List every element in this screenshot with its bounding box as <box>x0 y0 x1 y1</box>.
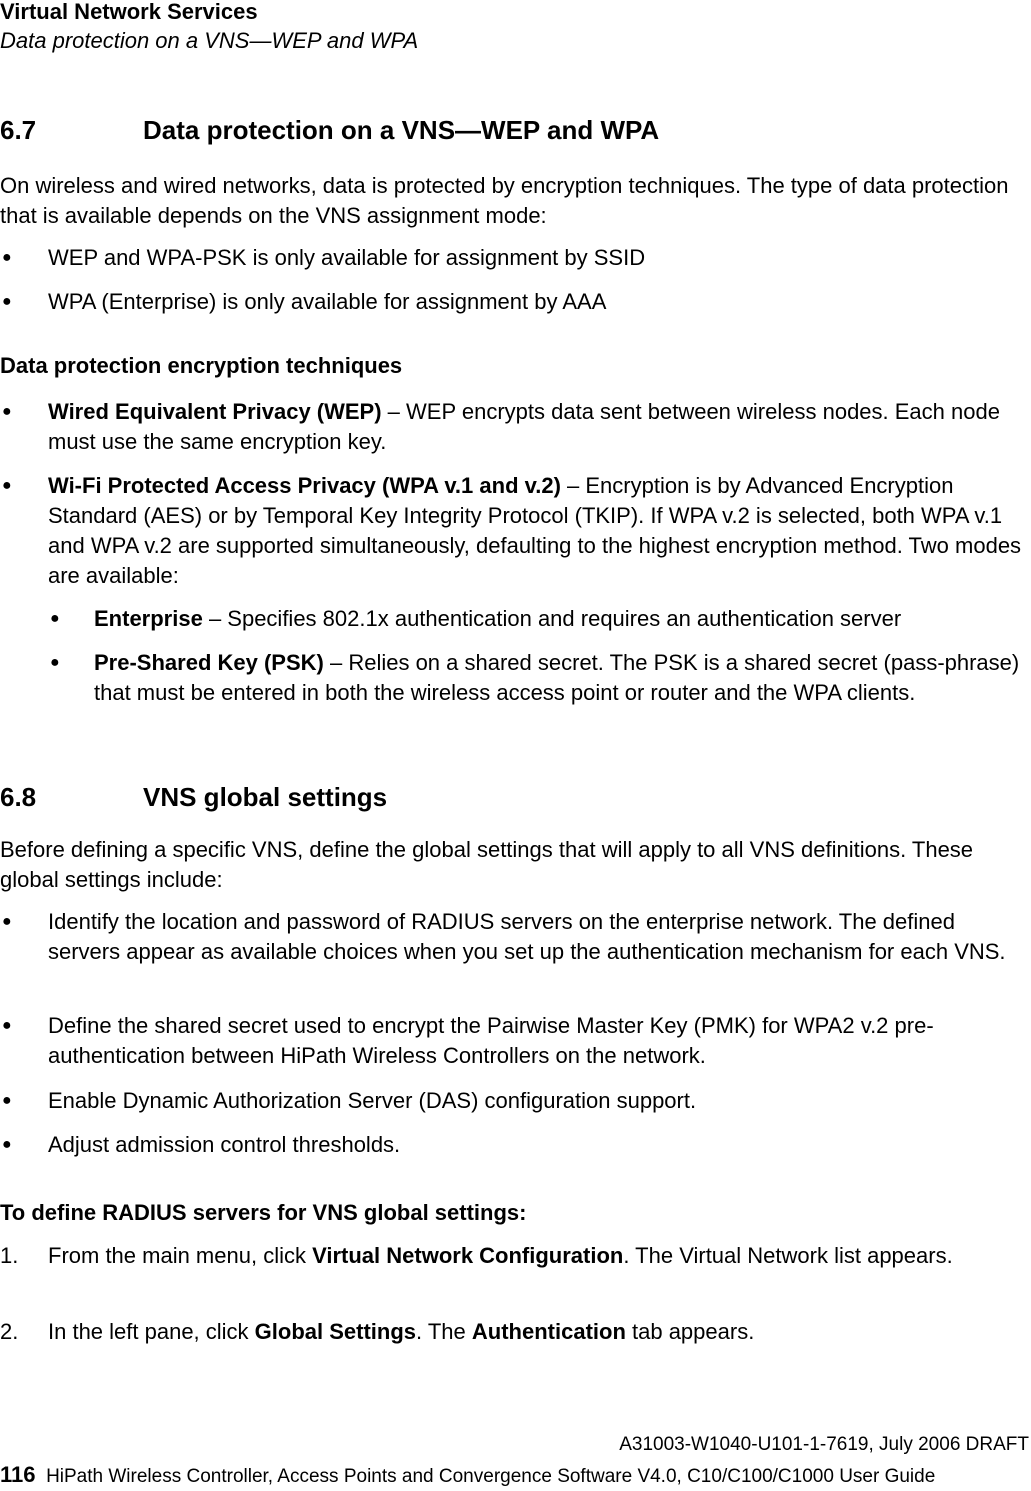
step-number: 1. <box>0 1243 19 1268</box>
procedure-step-1: 1. From the main menu, click Virtual Network Configuration. The Virtual Network list appears. <box>0 1241 1031 1271</box>
section-number: 6.8 <box>0 782 37 812</box>
footer-line <box>0 1463 935 1489</box>
bullet-icon: ● <box>2 1136 12 1153</box>
running-header-subtitle: Data protection on a VNS—WEP and WPA <box>0 28 419 53</box>
bullet-icon: ● <box>2 477 12 494</box>
ui-reference: Global Settings <box>254 1319 417 1344</box>
term-psk: Pre-Shared Key (PSK) <box>94 650 324 675</box>
list-item-psk: ● Pre-Shared Key (PSK) – Relies on a shared secret. The PSK is a shared secret (pass-phrase) that must be entered in both the wireless access point or router and the WPA clients. <box>50 650 1020 705</box>
term-wpa: Wi-Fi Protected Access Privacy (WPA v.1 and v.2) <box>48 473 561 498</box>
list-item: ● WEP and WPA-PSK is only available for assignment by SSID <box>2 243 1031 273</box>
procedure-step-2: 2. In the left pane, click Global Settings. The Authentication tab appears. <box>0 1317 1031 1347</box>
page-number: 116 <box>0 1462 36 1487</box>
section-title: VNS global settings <box>143 782 388 812</box>
bullet-icon: ● <box>50 610 60 627</box>
list-item-wep: ● Wired Equivalent Privacy (WEP) – WEP encrypts data sent between wireless nodes. Each node must use the same encryption key. <box>2 399 1000 454</box>
list-item: ● Enable Dynamic Authorization Server (DAS) configuration support. <box>2 1086 1031 1116</box>
section-number: 6.7 <box>0 115 37 145</box>
section-heading-6-8 <box>0 782 387 812</box>
list-item: ● Define the shared secret used to encrypt the Pairwise Master Key (PMK) for WPA2 v.2 pre-authentication between HiPath Wireless Controllers on the network. <box>2 1013 934 1068</box>
list-item: ● WPA (Enterprise) is only available for assignment by AAA <box>2 287 1031 317</box>
ui-reference: Authentication <box>471 1319 626 1344</box>
section-intro-paragraph: On wireless and wired networks, data is protected by encryption techniques. The type of data protection that is available depends on the VNS assignment mode: <box>0 173 1009 228</box>
footer-document-id: A31003-W1040-U101-1-7619, July 2006 DRAFT <box>619 1434 1029 1455</box>
bullet-icon: ● <box>2 293 12 310</box>
list-item: ● Adjust admission control thresholds. <box>2 1130 1031 1160</box>
term-wep: Wired Equivalent Privacy (WEP) <box>48 399 382 424</box>
bullet-icon: ● <box>2 249 12 266</box>
section-intro-paragraph: Before defining a specific VNS, define the global settings that will apply to all VNS definitions. These global settings include: <box>0 837 974 892</box>
footer-guide-title: HiPath Wireless Controller, Access Points and Convergence Software V4.0, C10/C100/C1000 User Guide <box>46 1466 936 1487</box>
subheading-encryption-techniques: Data protection encryption techniques <box>0 353 403 378</box>
section-title: Data protection on a VNS—WEP and WPA <box>143 115 660 145</box>
list-item: ● Identify the location and password of RADIUS servers on the enterprise network. The defined servers appear as available choices when you set up the authentication mechanism for each VNS. <box>2 909 1006 964</box>
bullet-icon: ● <box>2 913 12 930</box>
section-heading-6-7 <box>0 115 659 145</box>
list-item-enterprise: ● Enterprise – Specifies 802.1x authentication and requires an authentication server <box>50 604 1031 634</box>
term-enterprise: Enterprise <box>94 606 203 631</box>
bullet-icon: ● <box>50 654 60 671</box>
step-number: 2. <box>0 1319 19 1344</box>
running-header-title: Virtual Network Services <box>0 0 258 24</box>
ui-reference: Virtual Network Configuration <box>312 1243 624 1268</box>
bullet-icon: ● <box>2 1092 12 1109</box>
list-item-wpa: ● Wi-Fi Protected Access Privacy (WPA v.1 and v.2) – Encryption is by Advanced Encryption Standard (AES) or by Temporal Key Integrity Protocol (TKIP). If WPA v.2 is selected, both WPA v.1 and WPA v.2 are supported simultaneously, defaulting to the highest encryption method. Two modes are available: <box>2 473 1022 588</box>
bullet-icon: ● <box>2 1017 12 1034</box>
bullet-icon: ● <box>2 403 12 420</box>
procedure-heading: To define RADIUS servers for VNS global settings: <box>0 1200 527 1225</box>
